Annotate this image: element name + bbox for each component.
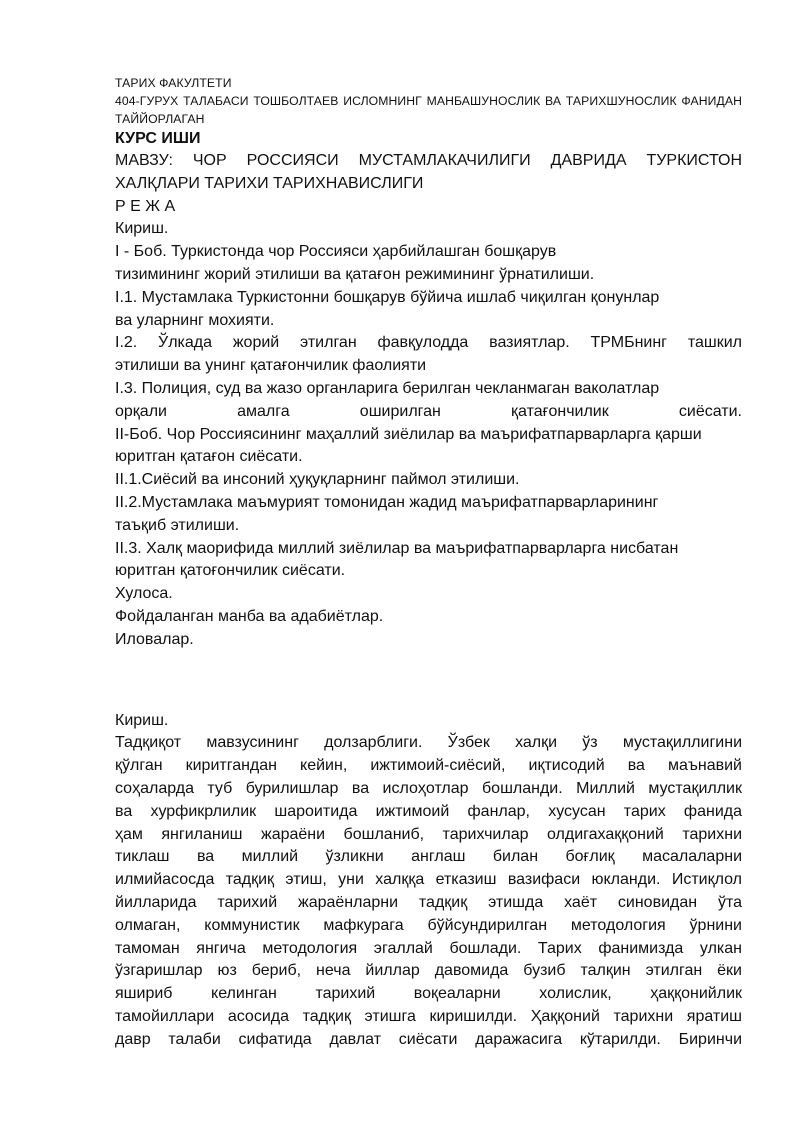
plan-item: I.2. Ўлкада жорий этилган фавқулодда вазиятлар. ТРМБнинг ташкил	[115, 334, 742, 352]
plan-item: ва уларнинг мохияти.	[115, 311, 275, 329]
intro-paragraph-line: ўзгаришлар юз бериб, неча йиллар давомида бузиб талқин этилган ёки	[115, 962, 742, 980]
plan-item: I.3. Полиция, суд ва жазо органларига берилган чекланмаган ваколатлар	[115, 379, 660, 397]
intro-paragraph-line: яшириб келинган тарихий воқеаларни холислик, ҳаққонийлик	[115, 985, 742, 1003]
intro-paragraph-line: ҳам янгиланиш жараёни бошланиб, тарихчилар олдигахаққоний тарихни	[115, 825, 742, 843]
plan-item: Кириш.	[115, 220, 169, 238]
plan-item: II-Боб. Чор Россиясининг маҳаллий зиёлилар ва маърифатпарварларга қарши	[115, 425, 702, 443]
intro-heading: Кириш.	[115, 711, 169, 729]
intro-paragraph-line: тамоман янгича методология эгаллай бошлади. Тарих фанимизда улкан	[115, 939, 742, 957]
plan-item: I - Боб. Туркистонда чор Россияси ҳарбийлашган бошқарув	[115, 243, 557, 261]
plan-item: этилиши ва унинг қатағончилик фаолияти	[115, 357, 427, 375]
plan-item: I.1. Мустамлака Туркистонни бошқарув бўйича ишлаб чиқилган қонунлар	[115, 288, 660, 306]
topic-line-1: МАВЗУ: ЧОР РОССИЯСИ МУСТАМЛАКАЧИЛИГИ ДАВРИДА ТУРКИСТОН	[115, 152, 742, 169]
topic-line-2: ХАЛҚЛАРИ ТАРИХИ ТАРИХНАВИСЛИГИ	[115, 174, 424, 192]
document-page	[115, 74, 742, 1051]
intro-paragraph-line: йилларида тарихий жараёнларни тадқиқ этишда хаёт синовидан ўта	[115, 893, 742, 911]
plan-item: II.3. Халқ маорифида миллий зиёлилар ва маърифатпарварларга нисбатан	[115, 539, 679, 557]
intro-paragraph-line: тамойиллари асосида тадқиқ этишга киришилди. Ҳаққоний тарихни яратиш	[115, 1007, 742, 1025]
plan-item: II.2.Мустамлака маъмурият томонидан жадид маърифатпарварларининг	[115, 493, 659, 511]
plan-list	[115, 218, 742, 651]
intro-paragraph-line: илмийасосда тадқиқ этиш, уни халққа етказиш вазифаси юкланди. Истиқлол	[115, 871, 742, 889]
intro-paragraph-line: соҳаларда туб бурилишлар ва ислоҳотлар бошланди. Миллий мустақиллик	[115, 779, 742, 797]
plan-heading: Р Е Ж А	[115, 197, 176, 215]
plan-item: Хулоса.	[115, 585, 173, 603]
plan-item: II.1.Сиёсий ва инсоний ҳуқуқларнинг паймол этилиши.	[115, 471, 520, 489]
plan-item: Фойдаланган манба ва адабиётлар.	[115, 607, 384, 625]
plan-item: юритган қатағон сиёсати.	[115, 448, 303, 466]
intro-paragraph-line: ва хурфикрлилик шароитида ижтимоий фанлар, хусусан тарих фанида	[115, 802, 742, 820]
student-info: 404-ГУРУХ ТАЛАБАСИ ТОШБОЛТАЕВ ИСЛОМНИНГ МАНБАШУНОСЛИК ВА ТАРИХШУНОСЛИК ФАНИДАН ТАЙЙОРЛАГАН	[115, 94, 742, 126]
plan-item: юритган қатоғончилик сиёсати.	[115, 562, 346, 580]
plan-item: Иловалар.	[115, 630, 194, 648]
plan-item: орқали амалга оширилган қатағончилик сиёсати.	[115, 402, 742, 420]
section-spacer	[115, 652, 742, 710]
intro-paragraph-line: тиклаш ва миллий ўзликни англаш билан боғлиқ масалаларни	[115, 848, 742, 866]
intro-paragraph-line: Тадқиқот мавзусининг долзарблиги. Ўзбек халқи ўз мустақиллигини	[115, 734, 742, 752]
intro-paragraph-line: қўлган киритгандан кейин, ижтимоий-сиёсий, иқтисодий ва маънавий	[115, 757, 742, 775]
course-work-title: КУРС ИШИ	[115, 130, 201, 147]
intro-paragraph-line: олмаган, коммунистик мафкурага бўйсундирилган методология ўрнини	[115, 916, 742, 934]
intro-paragraph-line: давр талаби сифатида давлат сиёсати даражасига кўтарилди. Биринчи	[115, 1030, 742, 1048]
plan-item: таъқиб этилиши.	[115, 516, 240, 534]
faculty-line: ТАРИХ ФАКУЛТЕТИ	[115, 76, 232, 90]
plan-item: тизимининг жорий этилиши ва қатағон режимининг ўрнатилиши.	[115, 265, 595, 283]
intro-body	[115, 732, 742, 1051]
